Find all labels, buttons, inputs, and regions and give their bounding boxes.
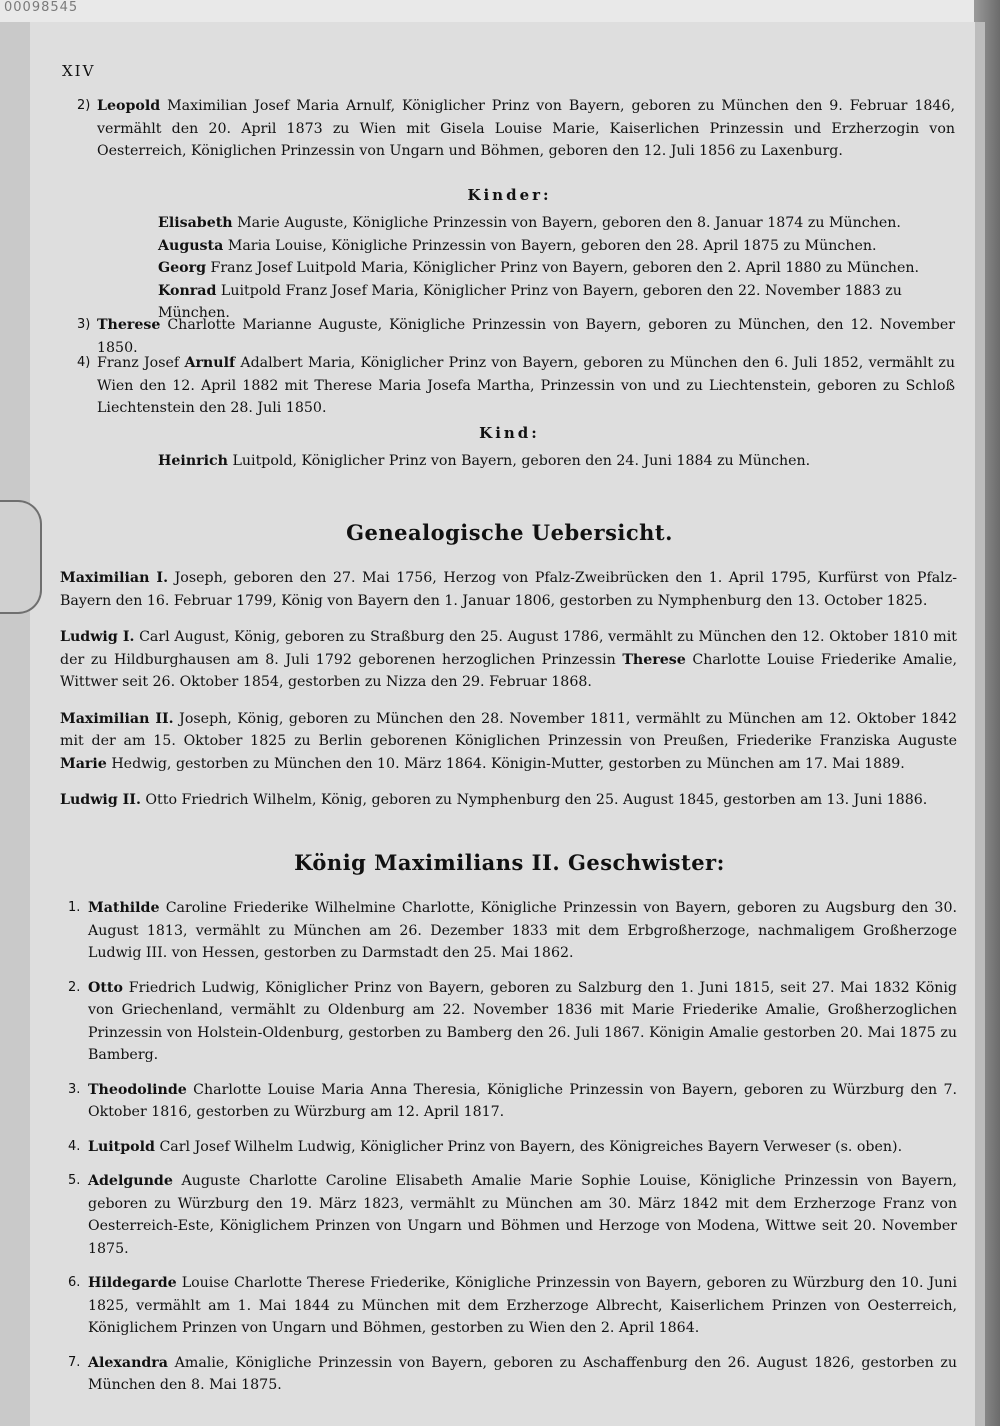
entry-text: Joseph, König, geboren zu München den 28. November 1811, vermählt zu München am 12. Oktober 1842 mit der am 15. Oktober 1825 zu Berlin geborenen Königlichen Prinzessin von Preußen, Friederike Franziska Auguste (60, 710, 958, 749)
entry-number: 1. (68, 900, 81, 915)
child-entry (158, 212, 958, 235)
person-name: Ludwig I. (60, 629, 135, 645)
genealogy-entry (60, 789, 957, 812)
sibling-entry (68, 1170, 957, 1260)
children-heading: Kinder: (467, 186, 552, 204)
scan-header-bar (0, 0, 1000, 22)
person-name: Alexandra (88, 1354, 168, 1371)
child-text: Marie Auguste, Königliche Prinzessin von Bayern, geboren den 8. Januar 1874 zu München. (237, 215, 901, 231)
child-entry (158, 257, 958, 280)
scan-id: 00098545 (4, 0, 79, 15)
genealogy-entry (60, 708, 957, 776)
person-name: Ludwig II. (60, 792, 141, 808)
entry-text: Carl August, König, geboren zu Straßburg den 25. August 1786, vermählt zu München den 12. Oktober 1810 mit der zu Hildburghausen am 8. Juli 1792 geborenen herzoglichen Prinzessin (60, 629, 957, 668)
entry-text: Adalbert Maria, Königlicher Prinz von Bayern, geboren zu München den 6. Juli 1852, vermählt zu Wien den 12. April 1882 mit Therese Maria Josefa Martha, Prinzessin von und zu Liechtenstein, geboren zu Schloß Liechtenstein den 28. Juli 1850. (97, 355, 955, 416)
sibling-entry (68, 1079, 957, 1124)
entry-text: Friedrich Ludwig, Königlicher Prinz von Bayern, geboren zu Salzburg den 1. Juni 1815, seit 27. Mai 1832 König von Griechenland, vermählt zu Oldenburg am 22. November 1836 mit Marie Friederike Amalie, Großherzoglichen Prinzessin von Holstein-Oldenburg, gestorben zu Bamberg den 26. Juli 1867. Königin Amalie gestorben 20. Mai 1875 zu Bamberg. (88, 979, 957, 1063)
child-text: Luitpold, Königlicher Prinz von Bayern, geboren den 24. Juni 1884 zu München. (232, 453, 811, 469)
person-name: Otto (88, 979, 123, 996)
entry-number: 4. (68, 1138, 81, 1154)
inner-name: Therese (622, 651, 686, 668)
genealogy-heading: Genealogische Uebersicht. (346, 520, 673, 545)
person-name: Hildegarde (88, 1275, 177, 1291)
entry-number: 2. (68, 979, 81, 995)
entry-text: Otto Friedrich Wilhelm, König, geboren zu Nymphenburg den 25. August 1845, gestorben am 13. Juni 1886. (145, 792, 928, 808)
child-text: Franz Josef Luitpold Maria, Königlicher Prinz von Bayern, geboren den 2. April 1880 zu München. (210, 260, 919, 276)
entry-text: Maximilian Josef Maria Arnulf, Königlicher Prinz von Bayern, geboren zu München den 9. Februar 1846, vermählt den 20. April 1873 zu Wien mit Gisela Louise Marie, Kaiserlichen Prinzessin und Erzherzogin von Oesterreich, Königlichen Prinzessin von Ungarn und Böhmen, geboren den 12. Juli 1856 zu Laxenburg. (97, 98, 955, 159)
leopold-entry (77, 95, 955, 163)
person-name: Maximilian I. (60, 570, 169, 586)
siblings-heading: König Maximilians II. Geschwister: (294, 850, 725, 875)
entry-text: Hedwig, gestorben zu München den 10. März 1864. Königin-Mutter, gestorben zu München am 17. Mai 1889. (111, 755, 905, 772)
child-text: Luitpold Franz Josef Maria, Königlicher Prinz von Bayern, geboren den 22. November 1883 zu München. (158, 282, 902, 321)
person-name: Mathilde (88, 900, 160, 916)
child-name: Augusta (158, 237, 224, 254)
name-prefix: Franz Josef (97, 355, 180, 371)
entry-number: 7. (68, 1354, 81, 1370)
entry-text: Amalie, Königliche Prinzessin von Bayern, geboren zu Aschaffenburg den 26. August 1826, gestorben zu München den 8. Mai 1875. (88, 1354, 957, 1393)
child-name: Konrad (158, 282, 217, 299)
person-name: Therese (97, 317, 161, 333)
sibling-entry (68, 1352, 957, 1397)
person-name: Maximilian II. (60, 710, 174, 727)
person-name: Theodolinde (88, 1081, 187, 1098)
entry-text: Carl Josef Wilhelm Ludwig, Königlicher Prinz von Bayern, des Königreiches Bayern Verweser (s. oben). (159, 1138, 903, 1155)
child-text: Maria Louise, Königliche Prinzessin von Bayern, geboren den 28. April 1875 zu München. (227, 237, 877, 254)
child-name: Georg (158, 260, 207, 276)
child-heading: Kind: (479, 424, 540, 442)
genealogy-list (60, 567, 957, 812)
person-name: Adelgunde (88, 1173, 173, 1189)
entry-number: 3. (68, 1081, 81, 1097)
genealogy-entry (60, 626, 957, 694)
entry-text: Charlotte Louise Friederike Amalie, Wittwer seit 26. Oktober 1854, gestorben zu Nizza den 29. Februar 1868. (60, 651, 957, 690)
person-name: Arnulf (184, 355, 236, 371)
sibling-entry (68, 897, 957, 965)
arnulf-child (158, 450, 958, 473)
entry-text: Caroline Friederike Wilhelmine Charlotte, Königliche Prinzessin von Bayern, geboren zu Augsburg den 30. August 1813, vermählt zu München am 26. Dezember 1833 mit dem Erbgroßherzoge, nachmaligem Großherzoge Ludwig III. von Hessen, gestorben zu Darmstadt den 25. Mai 1862. (88, 900, 957, 961)
inner-name: Marie (60, 755, 107, 772)
person-name: Luitpold (88, 1138, 155, 1155)
child-entry (158, 235, 958, 258)
genealogy-entry (60, 567, 957, 612)
entry-number: 5. (68, 1173, 81, 1188)
children-list (158, 212, 958, 325)
sibling-entry (68, 1136, 957, 1159)
child-name: Heinrich (158, 453, 228, 469)
person-name: Leopold (97, 98, 161, 114)
siblings-list (68, 897, 957, 1397)
sibling-entry (68, 1272, 957, 1340)
entry-text: Charlotte Marianne Auguste, Königliche Prinzessin von Bayern, geboren zu München, den 12. November 1850. (97, 317, 955, 356)
entry-number: 6. (68, 1275, 81, 1290)
child-name: Elisabeth (158, 215, 233, 231)
entry-number: 3) (77, 317, 91, 332)
entry-text: Auguste Charlotte Caroline Elisabeth Amalie Marie Sophie Louise, Königliche Prinzessin von Bayern, geboren zu Würzburg den 19. März 1823, vermählt zu München am 30. März 1842 mit dem Erzherzoge Franz von Oesterreich-Este, Königlichem Prinzen von Ungarn und Böhmen und Herzoge von Modena, Wittwe seit 20. November 1875. (88, 1173, 957, 1257)
entry-text: Joseph, geboren den 27. Mai 1756, Herzog von Pfalz-Zweibrücken den 1. April 1795, Kurfürst von Pfalz-Bayern den 16. Februar 1799, König von Bayern den 1. Januar 1806, gestorben zu Nymphenburg den 13. October 1825. (60, 570, 957, 609)
entry-number: 4) (77, 355, 91, 370)
entry-text: Louise Charlotte Therese Friederike, Königliche Prinzessin von Bayern, geboren zu Würzburg den 10. Juni 1825, vermählt am 1. Mai 1844 zu München mit dem Erzherzoge Albrecht, Kaiserlichem Prinzen von Oesterreich, Königlichem Prinzen von Ungarn und Böhmen, gestorben zu Wien den 2. April 1864. (88, 1275, 957, 1336)
entry-number: 2) (77, 98, 91, 113)
arnulf-entry (77, 352, 955, 420)
sibling-entry (68, 977, 957, 1067)
binding-clip (0, 500, 42, 614)
page-number: XIV (62, 62, 96, 80)
entry-text: Charlotte Louise Maria Anna Theresia, Königliche Prinzessin von Bayern, geboren zu Würzburg den 7. Oktober 1816, gestorben zu Würzburg am 12. April 1817. (88, 1081, 957, 1120)
